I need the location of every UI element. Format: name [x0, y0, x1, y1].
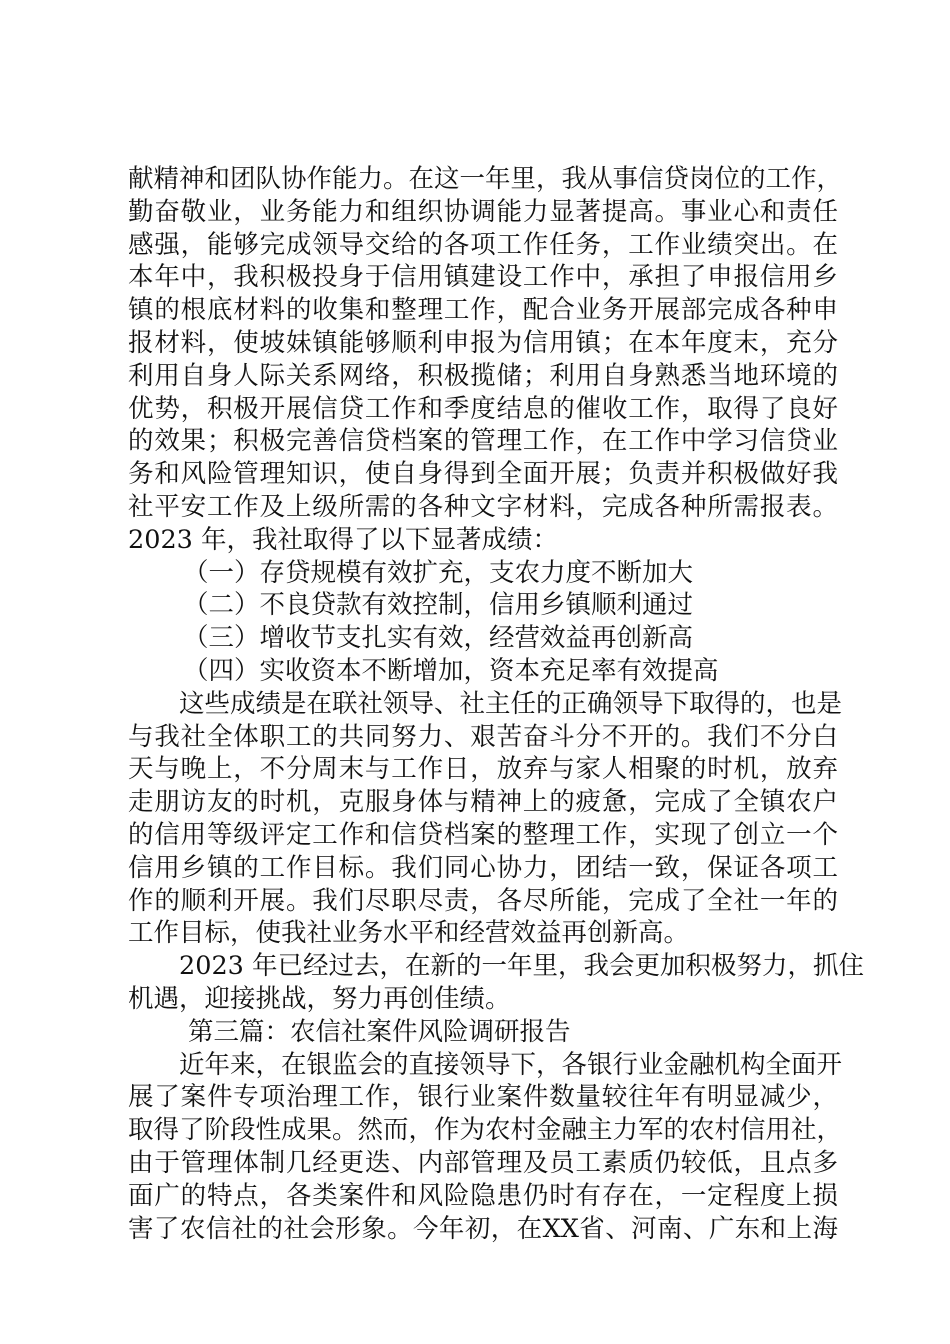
- list-item: （一）存贷规模有效扩充，支农力度不断加大: [183, 557, 694, 588]
- text-line: 害了农信社的社会形象。今年初，在XX省、河南、广东和上海: [128, 1213, 838, 1244]
- list-item: （四）实收资本不断增加，资本充足率有效提高: [183, 655, 719, 686]
- text-line: 作的顺利开展。我们尽职尽责，各尽所能，完成了全社一年的: [128, 885, 838, 916]
- text-line: 面广的特点，各类案件和风险隐患仍时有存在，一定程度上损: [128, 1180, 838, 1211]
- list-item: （三）增收节支扎实有效，经营效益再创新高: [183, 623, 694, 654]
- text-line: 务和风险管理知识，使自身得到全面开展；负责并积极做好我: [128, 459, 838, 490]
- document-body: [128, 163, 865, 1245]
- text-line: 2023 年，我社取得了以下显著成绩：: [128, 524, 559, 555]
- text-line: 利用自身人际关系网络，积极揽储；利用自身熟悉当地环境的: [128, 360, 838, 391]
- text-line: 献精神和团队协作能力。在这一年里，我从事信贷岗位的工作，: [128, 164, 843, 194]
- paragraph-first-line: 这些成绩是在联社领导、社主任的正确领导下取得的，也是: [179, 688, 843, 719]
- text-line: 报材料，使坡妹镇能够顺利申报为信用镇；在本年度末，充分: [128, 327, 838, 358]
- text-line: 勤奋敬业，业务能力和组织协调能力显著提高。事业心和责任: [128, 196, 838, 227]
- text-line: 的效果；积极完善信贷档案的管理工作，在工作中学习信贷业: [128, 426, 838, 457]
- list-item: （二）不良贷款有效控制，信用乡镇顺利通过: [183, 590, 694, 621]
- text-line: 展了案件专项治理工作，银行业案件数量较往年有明显减少，: [128, 1082, 838, 1113]
- text-line: 取得了阶段性成果。然而，作为农村金融主力军的农村信用社，: [128, 1115, 843, 1146]
- text-line: 走朋访友的时机，克服身体与精神上的疲惫，完成了全镇农户: [128, 787, 838, 818]
- text-line: 镇的根底材料的收集和整理工作，配合业务开展部完成各种申: [128, 295, 838, 326]
- text-line: 工作目标，使我社业务水平和经营效益再创新高。: [128, 918, 690, 949]
- section-heading: 第三篇：农信社案件风险调研报告: [188, 1016, 571, 1047]
- text-line: 天与晚上，不分周末与工作日，放弃与家人相聚的时机，放弃: [128, 754, 838, 785]
- text-line: 社平安工作及上级所需的各种文字材料，完成各种所需报表。: [128, 491, 838, 522]
- paragraph-first-line: 近年来，在银监会的直接领导下，各银行业金融机构全面开: [179, 1049, 843, 1080]
- text-line: 机遇，迎接挑战，努力再创佳绩。: [128, 983, 511, 1014]
- text-line: 由于管理体制几经更迭、内部管理及员工素质仍较低，且点多: [128, 1147, 838, 1178]
- text-line: 信用乡镇的工作目标。我们同心协力，团结一致，保证各项工: [128, 852, 838, 883]
- text-line: 感强，能够完成领导交给的各项工作任务，工作业绩突出。在: [128, 229, 838, 260]
- text-line: 优势，积极开展信贷工作和季度结息的催收工作，取得了良好: [128, 393, 838, 424]
- text-line: 的信用等级评定工作和信贷档案的整理工作，实现了创立一个: [128, 819, 838, 850]
- text-line: 与我社全体职工的共同努力、艰苦奋斗分不开的。我们不分白: [128, 721, 838, 752]
- paragraph-first-line: 2023 年已经过去，在新的一年里，我会更加积极努力，抓住: [179, 951, 865, 982]
- text-line: 本年中，我积极投身于信用镇建设工作中，承担了申报信用乡: [128, 262, 838, 293]
